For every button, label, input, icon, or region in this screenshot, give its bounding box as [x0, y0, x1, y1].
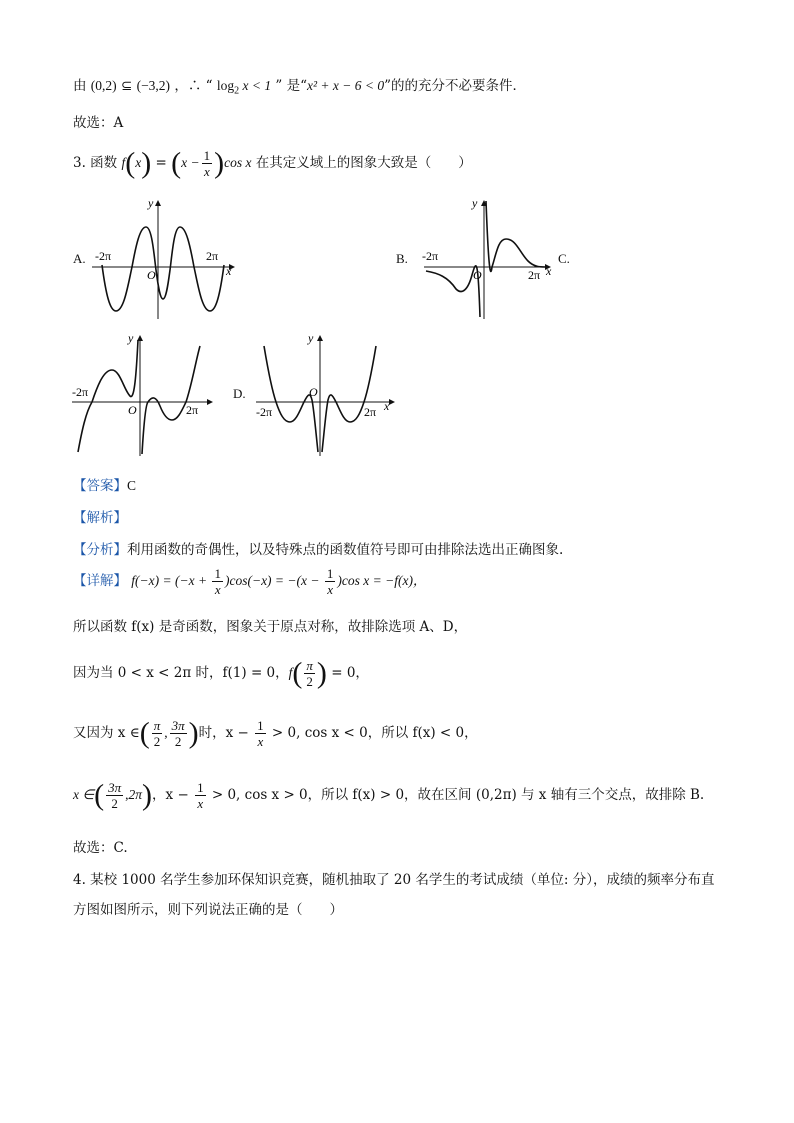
graph-option-d[interactable] [252, 330, 402, 458]
answer-line: 【答案】C [73, 478, 137, 494]
q3-stem: 3. 函数 f(x) = (x − $\frac{1}{x}$ )cos x 在其定义域上的图象大致是（ ） [73, 146, 472, 180]
graph-option-b[interactable] [420, 195, 560, 320]
curve-a [102, 227, 224, 311]
svg-text:y: y [148, 196, 154, 210]
odd-function-line: 所以函数 f(x) 是奇函数，图象关于原点对称，故排除选项 A、D， [73, 619, 468, 635]
svg-text:O: O [147, 268, 156, 282]
q2-answer: 故选：A [73, 115, 124, 131]
svg-text:x: x [226, 264, 232, 278]
curve-c-right [142, 346, 200, 454]
option-d-label[interactable]: D. [233, 386, 246, 401]
svg-text:x: x [546, 264, 552, 278]
q4-stem-line1: 4. 某校 1000 名学生参加环保知识竞赛，随机抽取了 20 名学生的考试成绩（单位: 分），成绩的频率分布直 [73, 872, 715, 888]
svg-text:y: y [472, 196, 478, 210]
q4-stem-line2: 方图如图所示，则下列说法正确的是（ ） [73, 902, 343, 918]
svg-text:-2π: -2π [256, 405, 273, 419]
interval-positive-line: x ∈( $\frac{3\pi}{2}$ ,2π)，x − $\frac{1}{x}$ > 0, cos x > 0，所以 f(x) > 0，故在区间 (0,2π) 与 x 轴有三个交点，故排除 B. [73, 778, 705, 812]
curve-d-right [322, 346, 376, 452]
svg-text:-2π: -2π [72, 385, 89, 399]
svg-text:x: x [384, 399, 390, 413]
svg-text:2π: 2π [186, 403, 199, 417]
curve-b-left [426, 266, 480, 317]
option-a-label[interactable]: A. [73, 251, 86, 266]
svg-text:2π: 2π [364, 405, 377, 419]
q3-final-answer: 故选：C. [73, 840, 128, 856]
analysis-tag: 【解析】 [73, 510, 127, 526]
svg-text:2π: 2π [206, 249, 219, 263]
option-b-label[interactable]: B. [396, 251, 408, 266]
svg-text:O: O [473, 268, 482, 282]
q2-conclusion: 由 (0,2) ⊆ (−3,2) ，∴ “ $\log_2 x < 1$ ” 是“x² + x − 6 < 0”的的充分不必要条件． [73, 78, 527, 97]
svg-text:-2π: -2π [95, 249, 112, 263]
svg-text:-2π: -2π [422, 249, 439, 263]
svg-text:y: y [128, 331, 134, 345]
curve-b-right [486, 201, 546, 271]
svg-text:2π: 2π [528, 268, 541, 282]
svg-text:y: y [308, 331, 314, 345]
svg-text:O: O [128, 403, 137, 417]
graph-option-c[interactable] [68, 330, 218, 458]
detail-line: 【详解】 f(−x) = (−x + $\frac{1}{x}$ )cos(−x) = −(x − $\frac{1}{x}$ )cos x = −f(x)， [73, 566, 427, 597]
interval-negative-line: 又因为 x ∈( $\frac{\pi}{2}$ , $\frac{3\pi}{2}$ )时，x − $\frac{1}{x}$ > 0, cos x < 0，所以 f(x) < 0， [73, 716, 478, 750]
svg-text:O: O [309, 385, 318, 399]
analysis-summary: 【分析】利用函数的奇偶性，以及特殊点的函数值符号即可由排除法选出正确图象. [73, 542, 564, 558]
special-values-line: 因为当 0 < x < 2π 时，f(1) = 0，f( $\frac{\pi}{2}$ ) = 0， [73, 656, 369, 690]
curve-d-left [264, 346, 318, 452]
graph-option-a[interactable] [88, 195, 248, 320]
option-c-label[interactable]: C. [558, 251, 570, 266]
